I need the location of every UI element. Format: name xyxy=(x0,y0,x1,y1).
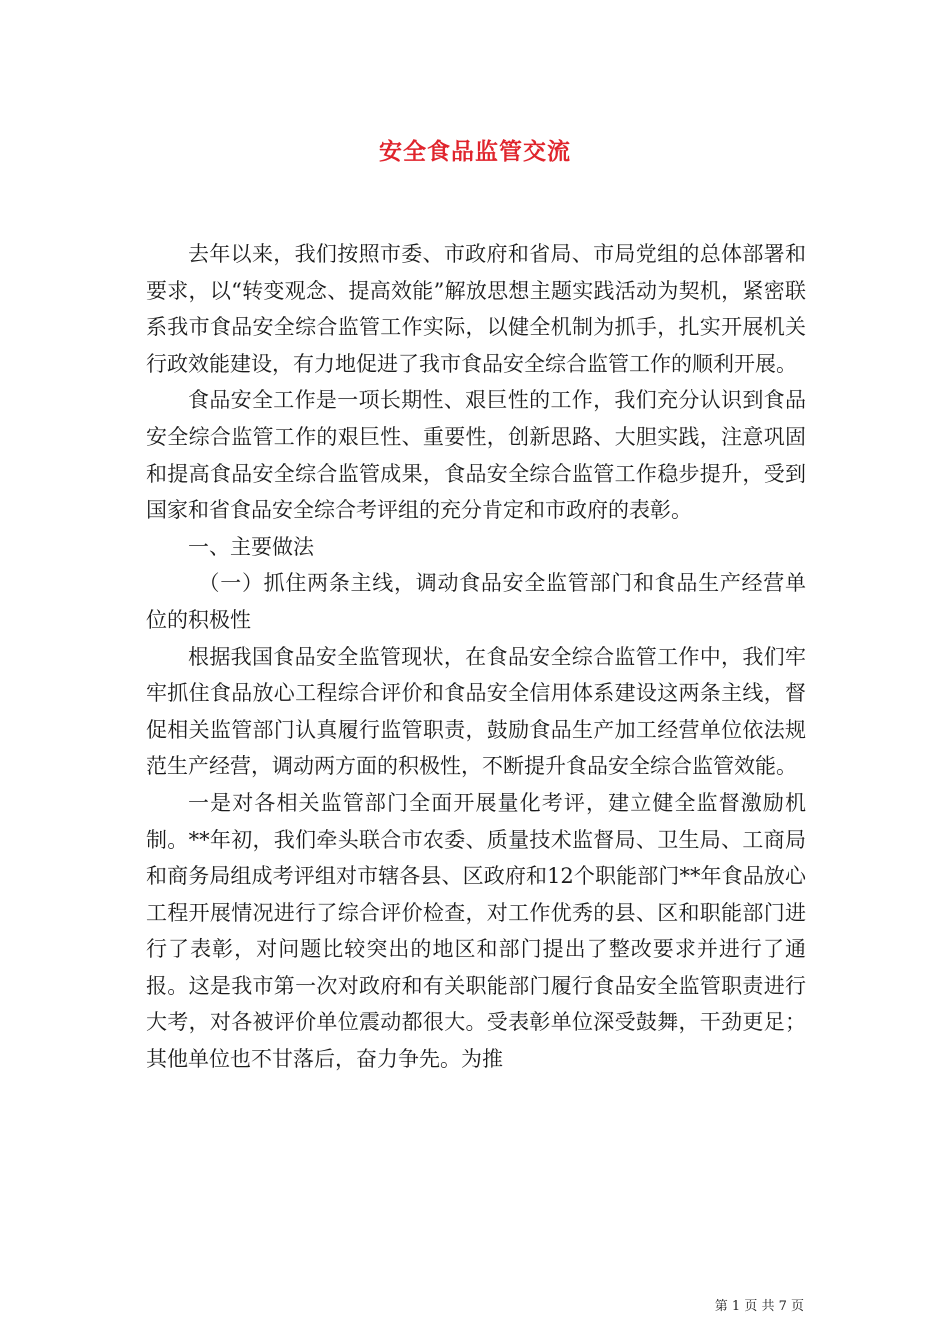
section-heading-main-practices: 一、主要做法 xyxy=(188,534,314,559)
document-body xyxy=(146,236,806,1078)
page-number-footer: 第 1 页 共 7 页 xyxy=(714,1299,804,1314)
subsection-heading-two-main-lines: （一）抓住两条主线，调动食品安全监管部门和食品生产经营单位的积极性 xyxy=(146,571,806,632)
paragraph-quantitative-evaluation: 一是对各相关监管部门全面开展量化考评，建立健全监督激励机制。**年初，我们牵头联合市农委、质量技术监督局、卫生局、工商局和商务局组成考评组对市辖各县、区政府和12个职能部门**年食品放心工程开展情况进行了综合评价检查，对工作优秀的县、区和职能部门进行了表彰，对问题比较突出的地区和部门提出了整改要求并进行了通报。这是我市第一次对政府和有关职能部门履行食品安全监管职责进行大考，对各被评价单位震动都很大。受表彰单位深受鼓舞，干劲更足；其他单位也不甘落后，奋力争先。为推 xyxy=(146,790,806,1072)
paragraph-supervision-status: 根据我国食品安全监管现状，在食品安全综合监管工作中，我们牢牢抓住食品放心工程综合评价和食品安全信用体系建设这两条主线，督促相关监管部门认真履行监管职责，鼓励食品生产加工经营单位依法规范生产经营，调动两方面的积极性，不断提升食品安全综合监管效能。 xyxy=(146,644,806,779)
paragraph-food-safety-work: 食品安全工作是一项长期性、艰巨性的工作，我们充分认识到食品安全综合监管工作的艰巨性、重要性，创新思路、大胆实践，注意巩固和提高食品安全综合监管成果，食品安全综合监管工作稳步提升，受到国家和省食品安全综合考评组的充分肯定和市政府的表彰。 xyxy=(146,388,806,523)
document-title: 安全食品监管交流 xyxy=(379,138,571,165)
paragraph-intro: 去年以来，我们按照市委、市政府和省局、市局党组的总体部署和要求，以“转变观念、提高效能”解放思想主题实践活动为契机，紧密联系我市食品安全综合监管工作实际，以健全机制为抓手，扎实开展机关行政效能建设，有力地促进了我市食品安全综合监管工作的顺利开展。 xyxy=(146,242,806,376)
